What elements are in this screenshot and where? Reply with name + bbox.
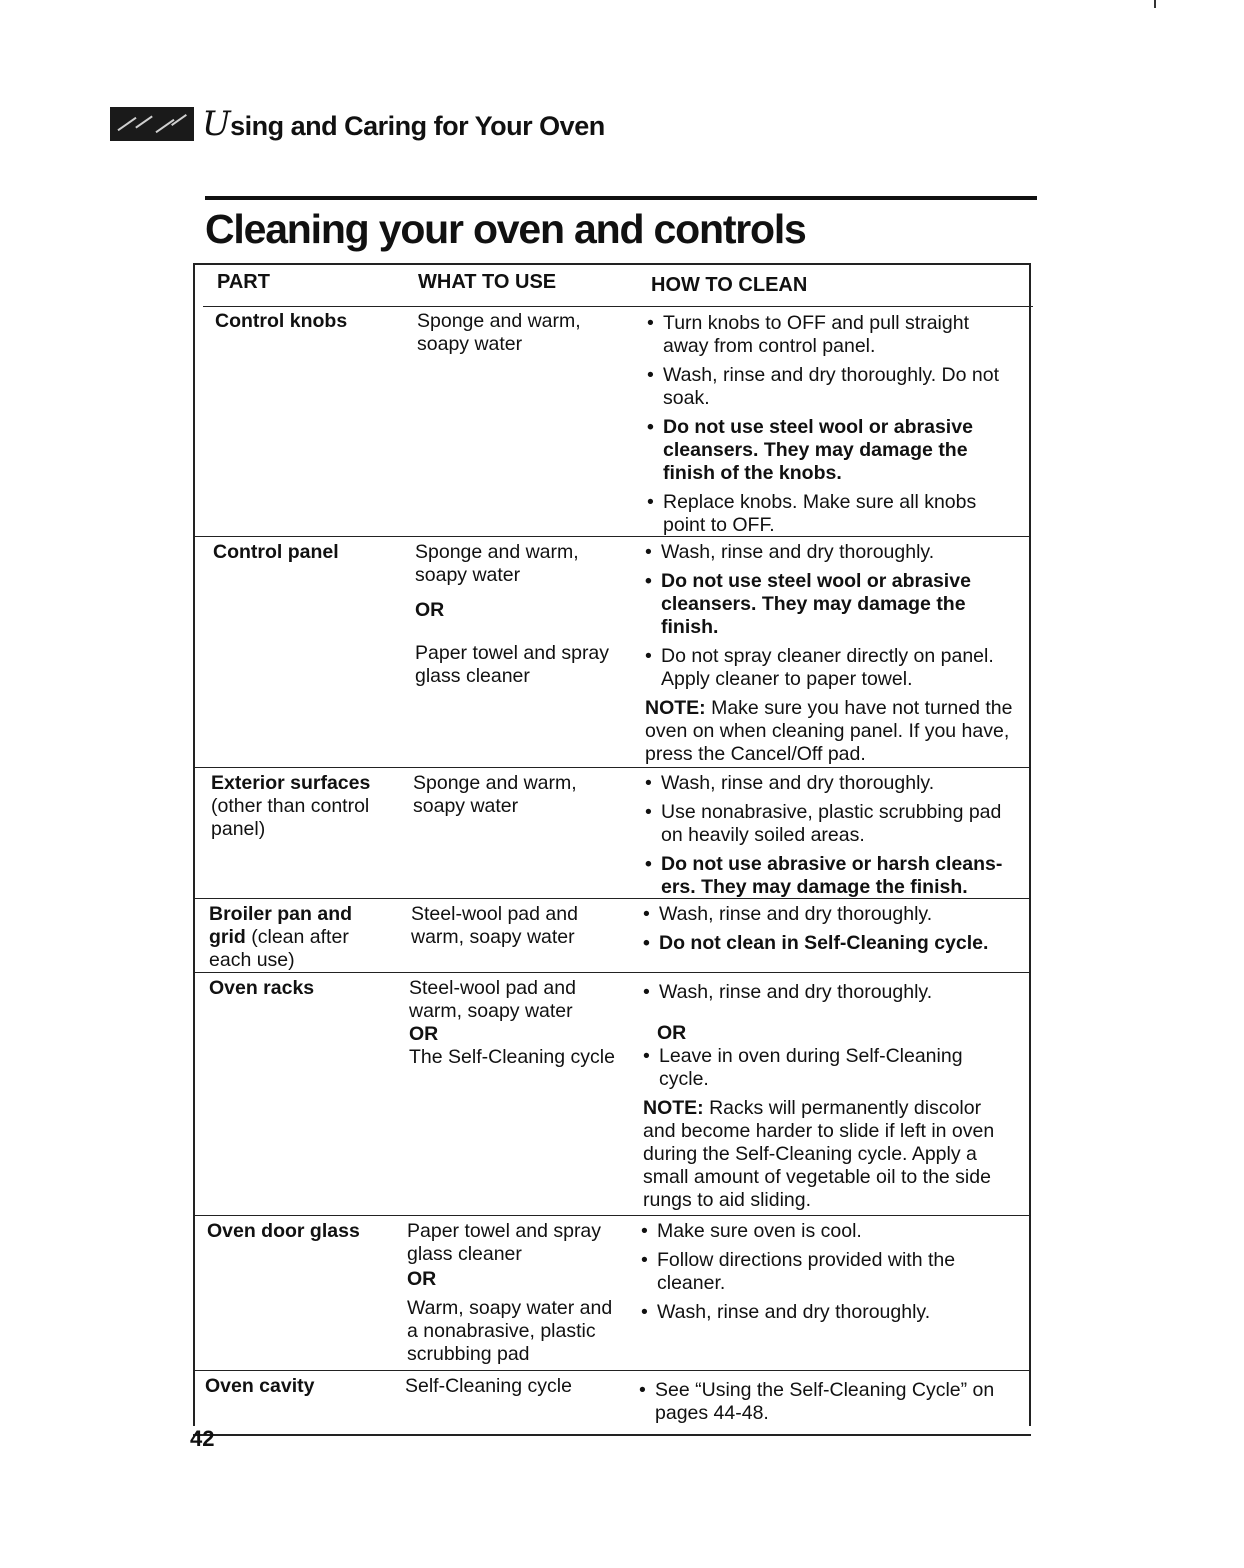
table-row [193, 898, 1031, 972]
what-text: Warm, soapy water and a nonabrasive, plastic scrubbing pad [407, 1297, 613, 1365]
note: NOTE: Racks will permanently discolor and become harder to slide if left in oven during the Self-Cleaning cycle. Apply a small amount of vegetable oil to the side rungs to aid sliding. [643, 1097, 995, 1211]
what-cell [409, 977, 629, 1069]
what-text: Sponge and warm, soapy water [415, 541, 579, 586]
note: NOTE: Make sure you have not turned the oven on when cleaning panel. If you have, press the Cancel/Off pad. [645, 697, 1013, 765]
what-or: OR [407, 1268, 437, 1290]
table-row [193, 1370, 1031, 1434]
what-text: Paper towel and spray glass cleaner [407, 1220, 602, 1265]
what-text: The Self-Cleaning cycle [409, 1046, 615, 1068]
how-item: • Wash, rinse and dry thoroughly. [645, 541, 935, 563]
how-item: • Replace knobs. Make sure all knobs point to OFF. [647, 491, 977, 536]
how-cell [643, 981, 1013, 1218]
table-row [193, 972, 1031, 1215]
what-or: OR [415, 599, 445, 621]
header-how: HOW TO CLEAN [651, 274, 808, 296]
what-text: Sponge and warm, soapy water [413, 772, 577, 817]
table-header [203, 268, 1033, 307]
section-logo-icon [110, 107, 194, 141]
part-extra: (other than control panel) [211, 795, 370, 840]
part-cell: Oven door glass [207, 1220, 360, 1242]
table-row [193, 767, 1031, 898]
how-cell [645, 772, 1015, 905]
part-label: Exterior surfaces [211, 772, 371, 794]
how-item: • Turn knobs to OFF and pull straight away from control panel. [647, 312, 970, 357]
how-item: • Make sure oven is cool. [641, 1220, 862, 1242]
section-header [110, 104, 605, 144]
table-bottom-rule [193, 1434, 1031, 1436]
part-cell: Control knobs [215, 310, 348, 332]
title-rule [205, 196, 1037, 200]
how-item: • Follow directions provided with the cleaner. [641, 1249, 956, 1294]
what-cell [417, 310, 637, 356]
what-cell [415, 541, 635, 688]
what-cell [407, 1220, 627, 1366]
part-cell: Control panel [213, 541, 339, 563]
header-what: WHAT TO USE [418, 271, 557, 293]
how-item: • See “Using the Self-Cleaning Cycle” on pages 44-48. [639, 1379, 995, 1424]
how-item: • Wash, rinse and dry thoroughly. Do not soak. [647, 364, 1000, 409]
corner-mark [1154, 0, 1156, 8]
part-cell: Oven racks [209, 977, 315, 999]
how-cell [641, 1220, 1011, 1330]
how-item: • Wash, rinse and dry thoroughly. [643, 903, 933, 925]
how-item: • Use nonabrasive, plastic scrubbing pad on heavily soiled areas. [645, 801, 1002, 846]
table-row [193, 1215, 1031, 1370]
how-item: • Do not clean in Self-Cleaning cycle. [643, 932, 989, 954]
what-text: Self-Cleaning cycle [405, 1375, 572, 1397]
what-text: Sponge and warm, soapy water [417, 310, 581, 355]
how-item: • Do not spray cleaner directly on panel. Apply cleaner to paper towel. [645, 645, 994, 690]
how-or: OR [657, 1022, 687, 1044]
how-item: • Do not use abrasive or harsh cleans- ers. They may damage the finish. [645, 853, 1003, 898]
how-item: • Wash, rinse and dry thoroughly. [643, 981, 933, 1003]
how-item: • Wash, rinse and dry thoroughly. [645, 772, 935, 794]
how-item: • Do not use steel wool or abrasive cleansers. They may damage the finish of the knobs. [647, 416, 973, 484]
table-row [193, 536, 1031, 767]
section-title: Using and Caring for Your Oven [202, 104, 605, 144]
page-title: Cleaning your oven and controls [205, 206, 806, 252]
how-cell [647, 312, 1017, 543]
header-part: PART [217, 271, 270, 293]
part-cell: Oven cavity [205, 1375, 315, 1397]
what-cell [405, 1375, 625, 1398]
part-label: Broiler pan and grid [209, 903, 353, 948]
how-cell [645, 541, 1015, 772]
what-cell [413, 772, 613, 818]
how-cell [643, 903, 1013, 961]
how-item: • Leave in oven during Self-Cleaning cycle. [643, 1045, 963, 1090]
part-extra: (clean after each use) [209, 926, 349, 971]
what-text: Paper towel and spray glass cleaner [415, 642, 610, 687]
how-item: • Wash, rinse and dry thoroughly. [641, 1301, 931, 1323]
what-or: OR [409, 1023, 439, 1045]
how-item: • Do not use steel wool or abrasive cleansers. They may damage the finish. [645, 570, 971, 638]
how-cell [639, 1379, 1009, 1431]
table-row [193, 306, 1031, 536]
what-text: Steel-wool pad and warm, soapy water [411, 903, 578, 948]
page-number: 42 [190, 1426, 215, 1451]
what-cell [411, 903, 611, 949]
part-cell [209, 903, 379, 972]
part-cell [211, 772, 391, 841]
what-text: Steel-wool pad and warm, soapy water [409, 977, 576, 1022]
